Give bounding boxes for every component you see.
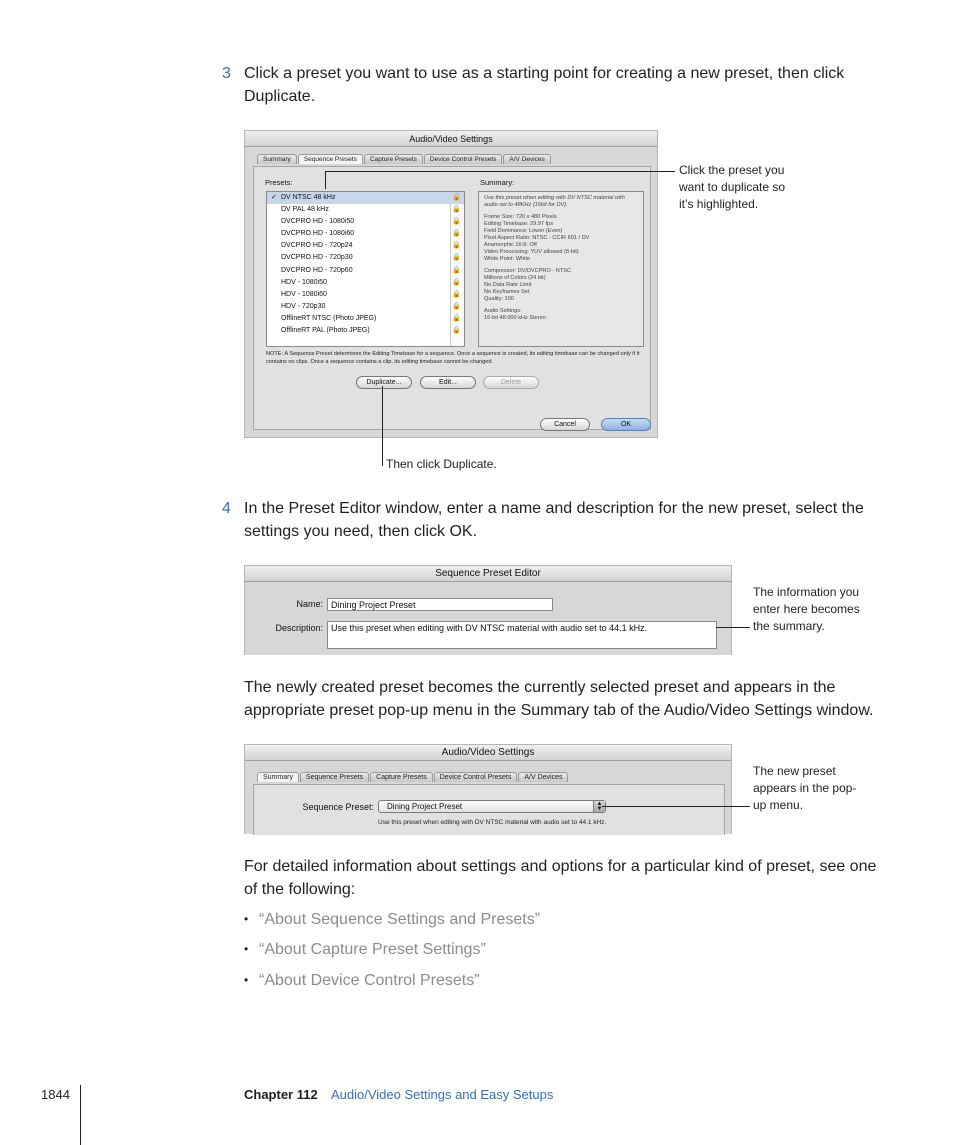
lock-icon: 🔒 xyxy=(452,327,461,335)
list-item[interactable] xyxy=(267,289,464,301)
tab-av-devices[interactable]: A/V Devices xyxy=(503,154,550,164)
link-capture-preset-settings[interactable]: “About Capture Preset Settings” xyxy=(259,941,486,958)
paragraph-new-preset: The newly created preset becomes the currently selected preset and appears in the appropriate preset pop-up menu in the Summary tab of the Audio/Video Settings window. xyxy=(244,679,874,719)
checkmark-icon: ✓ xyxy=(271,194,277,201)
callout-popup: The new preset appears in the pop-up menu. xyxy=(753,764,857,812)
sequence-preset-label: Sequence Preset: xyxy=(302,802,374,812)
sequence-preset-editor-window xyxy=(244,565,732,655)
preset-name: DVCPRO HD - 1080i60 xyxy=(281,230,355,238)
list-item[interactable] xyxy=(267,313,464,325)
list-item[interactable] xyxy=(267,301,464,313)
tab-panel xyxy=(253,166,651,430)
summary-line: No Data Rate Limit xyxy=(484,282,532,288)
callout-line-duplicate xyxy=(382,386,383,466)
list-item[interactable] xyxy=(267,192,464,204)
presets-label: Presets: xyxy=(265,178,293,187)
name-field[interactable]: Dining Project Preset xyxy=(327,598,553,611)
list-item[interactable] xyxy=(267,216,464,228)
summary-line: Anamorphic 16:9: Off xyxy=(484,242,537,248)
chapter-number: Chapter 112 xyxy=(244,1087,318,1102)
page-number: 1844 xyxy=(41,1087,70,1102)
chapter-title[interactable]: Audio/Video Settings and Easy Setups xyxy=(331,1087,554,1102)
summary-intro: Use this preset when editing with DV NTSC material with audio set to 48KHz (16bit for DV). xyxy=(484,195,625,208)
tab-sequence-presets[interactable]: Sequence Presets xyxy=(298,154,363,164)
paragraph-more-info: For detailed information about settings and options for a particular kind of preset, see one of the following: xyxy=(244,858,877,898)
sequence-preset-value: Dining Project Preset xyxy=(387,802,463,811)
preset-name: DVCPRO HD - 1080i50 xyxy=(281,218,355,226)
description-label: Description: xyxy=(275,623,323,633)
summary-line: Editing Timebase: 29.97 fps xyxy=(484,221,554,227)
footer xyxy=(0,1087,954,1107)
preset-name: DV NTSC 48 kHz xyxy=(281,194,336,201)
summary-audio xyxy=(484,308,638,322)
callout-line-drop xyxy=(325,171,326,189)
summary-line: Pixel Aspect Ratio: NTSC - CCIR 601 / DV xyxy=(484,235,590,241)
preset-name: HDV - 1080i60 xyxy=(281,290,327,298)
sequence-note: NOTE: A Sequence Preset determines the Editing Timebase for a sequence. Once a sequence is created, its editing timebase can be changed only if it contains no clips. Once a sequence contains a clip, its editing timebase cannot be changed. xyxy=(266,351,640,365)
edit-button[interactable]: Edit... xyxy=(420,376,476,389)
delete-button[interactable]: Delete xyxy=(483,376,539,389)
callout-line-popup xyxy=(602,806,750,807)
callout-duplicate: Then click Duplicate. xyxy=(386,457,497,471)
link-sequence-settings[interactable]: “About Sequence Settings and Presets” xyxy=(259,911,541,928)
name-label: Name: xyxy=(296,599,323,609)
tab-bar xyxy=(257,772,569,782)
summary-line: Millions of Colors (24 bit) xyxy=(484,275,546,281)
bullet: • xyxy=(244,942,249,956)
tab-sequence-presets[interactable]: Sequence Presets xyxy=(300,772,369,782)
callout-summary: The information you enter here becomes the summary. xyxy=(753,585,860,633)
tab-device-control-presets[interactable]: Device Control Presets xyxy=(434,772,518,782)
tab-summary[interactable]: Summary xyxy=(257,154,297,164)
step-number: 4 xyxy=(222,500,231,517)
list-item[interactable] xyxy=(267,277,464,289)
tab-panel xyxy=(253,784,725,835)
av-settings-window xyxy=(244,130,658,438)
summary-line: Quality: 100 xyxy=(484,296,514,302)
summary-line: No Keyframes Set xyxy=(484,289,530,295)
summary-line: Audio Settings: xyxy=(484,308,522,314)
tab-device-control-presets[interactable]: Device Control Presets xyxy=(424,154,502,164)
summary-line: Video Processing: YUV allowed (8-bit) xyxy=(484,249,579,255)
av-settings-summary-window xyxy=(244,744,732,834)
preset-name: DVCPRO HD - 720p30 xyxy=(281,254,353,262)
lock-icon: 🔒 xyxy=(452,278,461,286)
list-item[interactable] xyxy=(267,265,464,277)
lock-icon: 🔒 xyxy=(452,218,461,226)
window-title: Sequence Preset Editor xyxy=(245,566,731,582)
duplicate-button[interactable]: Duplicate... xyxy=(356,376,412,389)
preset-name: DVCPRO HD - 720p24 xyxy=(281,242,353,250)
summary-frame xyxy=(484,214,638,263)
sequence-preset-description: Use this preset when editing with DV NTSC material with audio set to 44.1 kHz. xyxy=(378,819,607,826)
tab-bar xyxy=(257,154,552,164)
bullet: • xyxy=(244,912,249,926)
preset-name: HDV - 1080i50 xyxy=(281,278,327,286)
summary-line: 16-bit 48.000 kHz Stereo xyxy=(484,315,546,321)
lock-icon: 🔒 xyxy=(452,314,461,322)
ok-button[interactable]: OK xyxy=(601,418,651,431)
link-device-control-presets[interactable]: “About Device Control Presets” xyxy=(259,972,480,989)
list-item[interactable] xyxy=(267,228,464,240)
lock-icon: 🔒 xyxy=(452,230,461,238)
preset-name: DVCPRO HD - 720p60 xyxy=(281,266,353,274)
summary-line: Field Dominance: Lower (Even) xyxy=(484,228,563,234)
summary-line: Frame Size: 720 x 480 Pixels xyxy=(484,214,557,220)
lock-icon: 🔒 xyxy=(452,194,461,201)
cancel-button[interactable]: Cancel xyxy=(540,418,590,431)
sequence-preset-popup[interactable] xyxy=(378,800,606,813)
summary-line: White Point: White xyxy=(484,256,531,262)
window-title: Audio/Video Settings xyxy=(245,745,731,761)
step-text: Click a preset you want to use as a starting point for creating a new preset, then click Duplicate. xyxy=(244,65,845,105)
popup-arrows-icon: ▲ ▼ xyxy=(593,801,605,812)
tab-capture-presets[interactable]: Capture Presets xyxy=(364,154,423,164)
tab-capture-presets[interactable]: Capture Presets xyxy=(370,772,433,782)
summary-label: Summary: xyxy=(480,178,515,187)
lock-icon: 🔒 xyxy=(452,266,461,274)
list-item[interactable] xyxy=(267,204,464,216)
list-item[interactable] xyxy=(267,240,464,252)
preset-name: OfflineRT NTSC (Photo JPEG) xyxy=(281,314,377,322)
preset-name: OfflineRT PAL (Photo JPEG) xyxy=(281,327,370,335)
step-number: 3 xyxy=(222,65,231,82)
tab-av-devices[interactable]: A/V Devices xyxy=(518,772,568,782)
presets-list[interactable] xyxy=(266,191,465,347)
step-text: In the Preset Editor window, enter a name and description for the new preset, select the settings you need, then click OK. xyxy=(244,500,864,540)
lock-icon: 🔒 xyxy=(452,290,461,298)
lock-icon: 🔒 xyxy=(452,242,461,250)
lock-icon: 🔒 xyxy=(452,206,461,214)
description-field[interactable]: Use this preset when editing with DV NTSC material with audio set to 44.1 kHz. xyxy=(327,621,717,649)
callout-line-summary xyxy=(716,627,750,628)
lock-icon: 🔒 xyxy=(452,302,461,310)
lock-icon: 🔒 xyxy=(452,254,461,262)
tab-summary[interactable]: Summary xyxy=(257,772,299,782)
bullet: • xyxy=(244,973,249,987)
summary-box xyxy=(478,191,644,347)
window-title: Audio/Video Settings xyxy=(245,131,657,147)
summary-line: Compressor: DV/DVCPRO - NTSC xyxy=(484,268,572,274)
summary-compressor xyxy=(484,268,638,303)
preset-name: DV PAL 48 kHz xyxy=(281,206,329,214)
callout-highlight: Click the preset you want to duplicate so it’s highlighted. xyxy=(679,163,786,211)
callout-line-top xyxy=(325,171,675,172)
list-item[interactable] xyxy=(267,325,464,337)
list-item[interactable] xyxy=(267,252,464,264)
preset-name: HDV - 720p30 xyxy=(281,302,326,310)
